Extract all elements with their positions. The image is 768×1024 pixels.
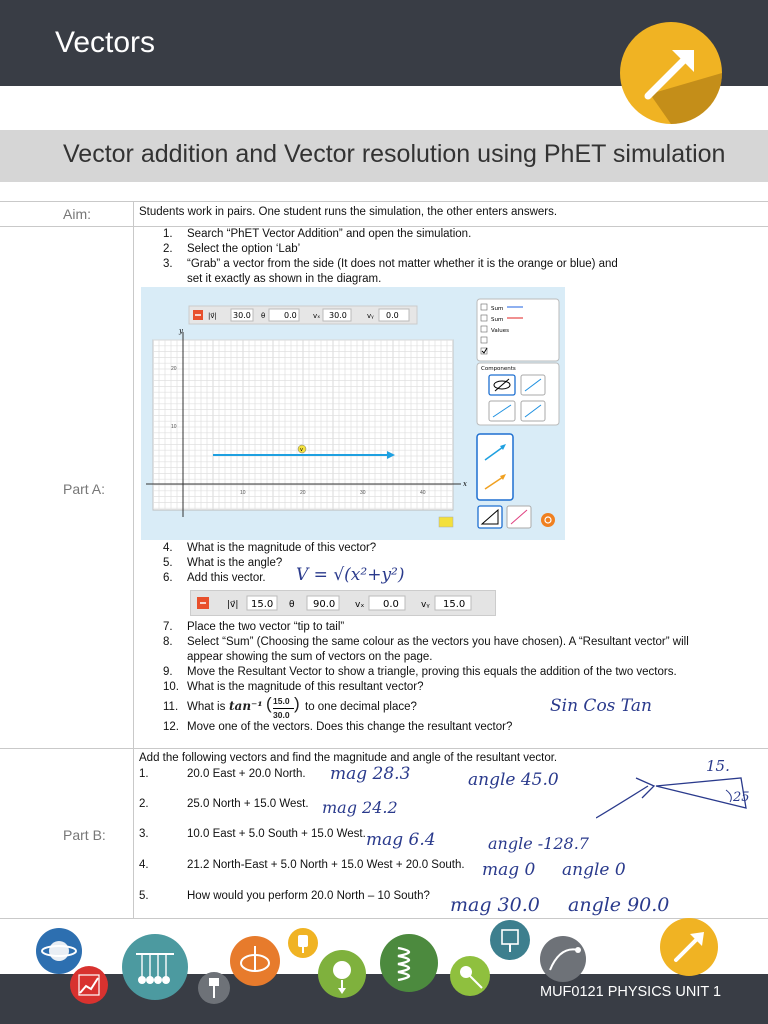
vector-arrow-icon <box>660 918 718 976</box>
panel-sum-2: Sum <box>491 317 504 323</box>
vec2-theta-label: θ <box>289 600 295 610</box>
item-text: 10.0 East + 5.0 South + 15.0 West. <box>187 828 366 840</box>
fraction-bar <box>273 708 294 709</box>
handwritten-trig: Sin Cos Tan <box>550 696 652 716</box>
step-text: Select “Sum” (Choosing the same colour as the vectors you have chosen). A “Resultant vector” will <box>187 636 689 648</box>
paren-close: ) <box>294 694 300 713</box>
part-b-label: Part B: <box>63 827 106 843</box>
hand-mag-1: mag 28.3 <box>330 764 411 784</box>
tick-y-10: 10 <box>171 424 177 430</box>
plug-icon <box>288 928 318 958</box>
step-number: 2. <box>163 243 173 255</box>
tick-x-20: 20 <box>300 490 306 496</box>
step-text: What is the angle? <box>187 557 283 569</box>
item-number: 4. <box>139 859 149 871</box>
hand-sketch-side: 25 <box>733 790 750 805</box>
hand-mag-3: mag 6.4 <box>366 830 436 850</box>
sim-theta-label: θ <box>261 312 266 320</box>
step-number: 6. <box>163 572 173 584</box>
step-text: to one decimal place? <box>305 701 417 713</box>
part-a-label: Part A: <box>63 481 106 497</box>
item-text: How would you perform 20.0 North – 10 South? <box>187 890 430 902</box>
circuit-icon <box>490 920 530 960</box>
table-line <box>0 201 768 202</box>
tick-x-10: 10 <box>240 490 246 496</box>
vec2-vy-label: vᵧ <box>421 600 430 610</box>
lamp-icon <box>198 972 230 1004</box>
hand-mag-5: mag 30.0 <box>450 894 540 916</box>
vec2-mag-value: 15.0 <box>251 599 274 610</box>
spring-icon <box>380 934 438 992</box>
sim-theta-value: 0.0 <box>284 311 297 320</box>
paren-open: ( <box>266 694 272 713</box>
step-text: What is the magnitude of this vector? <box>187 542 377 554</box>
step-text: set it exactly as shown in the diagram. <box>187 273 382 285</box>
step-number: 4. <box>163 542 173 554</box>
phet-simulation-screenshot <box>141 287 565 540</box>
axis-y-label: y <box>179 327 183 335</box>
vector2-values-bar <box>190 590 496 616</box>
item-text: 20.0 East + 20.0 North. <box>187 768 306 780</box>
step-text: Move one of the vectors. Does this change the resultant vector? <box>187 721 513 733</box>
footer-text: MUF0121 PHYSICS UNIT 1 <box>540 984 722 1000</box>
vec2-vx-value: 0.0 <box>383 599 399 610</box>
item-number: 1. <box>139 768 149 780</box>
step-number: 9. <box>163 666 173 678</box>
hand-angle-1: angle 45.0 <box>468 770 559 790</box>
hand-sketch-top: 15. <box>706 757 730 775</box>
sim-mag-value: 30.0 <box>233 311 251 320</box>
hand-angle-3: angle -128.7 <box>488 834 589 853</box>
hand-mag-2: mag 24.2 <box>322 798 398 817</box>
panel-components: Components <box>481 366 516 372</box>
part-b-intro: Add the following vectors and find the magnitude and angle of the resultant vector. <box>139 752 558 764</box>
tick-x-30: 30 <box>360 490 366 496</box>
step-number: 12. <box>163 721 179 733</box>
step-number: 1. <box>163 228 173 240</box>
sim-mag-label: |v⃗| <box>208 312 217 320</box>
fraction-numerator: 15.0 <box>273 696 290 706</box>
sim-vx-label: vₓ <box>313 312 321 320</box>
tan-inverse: tan⁻¹ <box>229 699 263 713</box>
step-text: Search “PhET Vector Addition” and open the simulation. <box>187 228 472 240</box>
step-text: Move the Resultant Vector to show a triangle, proving this equals the addition of the two vectors. <box>187 666 677 678</box>
step-number: 7. <box>163 621 173 633</box>
subtitle: Vector addition and Vector resolution using PhET simulation <box>63 140 726 168</box>
panel-sum-1: Sum <box>491 306 504 312</box>
hand-angle-5: angle 90.0 <box>568 894 670 916</box>
tick-y-20: 20 <box>171 366 177 372</box>
step-number: 11. <box>163 701 179 713</box>
step-text: appear showing the sum of vectors on the page. <box>187 651 433 663</box>
step-text: Select the option ‘Lab’ <box>187 243 301 255</box>
aim-text: Students work in pairs. One student runs the simulation, the other enters answers. <box>139 206 558 218</box>
step-number: 3. <box>163 258 173 270</box>
item-number: 5. <box>139 890 149 902</box>
vec2-vx-label: vₓ <box>355 600 365 610</box>
vector-label: v <box>300 447 303 453</box>
table-line <box>0 748 768 749</box>
item-text: 25.0 North + 15.0 West. <box>187 798 309 810</box>
sim-vy-label: vᵧ <box>367 312 374 320</box>
hand-angle-4: angle 0 <box>562 860 626 880</box>
page-title: Vectors <box>55 26 156 59</box>
sun-icon <box>450 956 490 996</box>
table-divider <box>133 201 134 918</box>
step-text: “Grab” a vector from the side (It does not matter whether it is the orange or blue) and <box>187 258 618 270</box>
panel-values: Values <box>491 328 509 334</box>
handwritten-formula: V = √(x²+y²) <box>296 565 405 585</box>
apple-gravity-icon <box>318 950 366 998</box>
step-text: What is the magnitude of this resultant vector? <box>187 681 424 693</box>
table-line <box>0 918 768 919</box>
step-number: 8. <box>163 636 173 648</box>
aim-label: Aim: <box>63 206 91 222</box>
step-text: Add this vector. <box>187 572 266 584</box>
sim-vy-value: 0.0 <box>386 311 399 320</box>
arrow-logo-icon <box>620 22 722 124</box>
step-number: 5. <box>163 557 173 569</box>
step-text: What is <box>187 701 226 713</box>
item-text: 21.2 North-East + 5.0 North + 15.0 West + 20.0 South. <box>187 859 465 871</box>
vec2-theta-value: 90.0 <box>313 599 336 610</box>
rotation-icon <box>230 936 280 986</box>
table-line <box>0 226 768 227</box>
step-number: 10. <box>163 681 179 693</box>
graph-icon <box>70 966 108 1004</box>
vec2-vy-value: 15.0 <box>443 599 466 610</box>
projectile-icon <box>540 936 586 982</box>
step-text: Place the two vector “tip to tail” <box>187 621 345 633</box>
sim-vx-value: 30.0 <box>329 311 347 320</box>
fraction-denominator: 30.0 <box>273 710 290 720</box>
hand-mag-4: mag 0 <box>482 860 536 880</box>
tick-x-40: 40 <box>420 490 426 496</box>
axis-x-label: x <box>463 480 467 488</box>
item-number: 3. <box>139 828 149 840</box>
newtons-cradle-icon <box>122 934 188 1000</box>
vec2-mag-label: |v⃗| <box>227 600 239 610</box>
item-number: 2. <box>139 798 149 810</box>
